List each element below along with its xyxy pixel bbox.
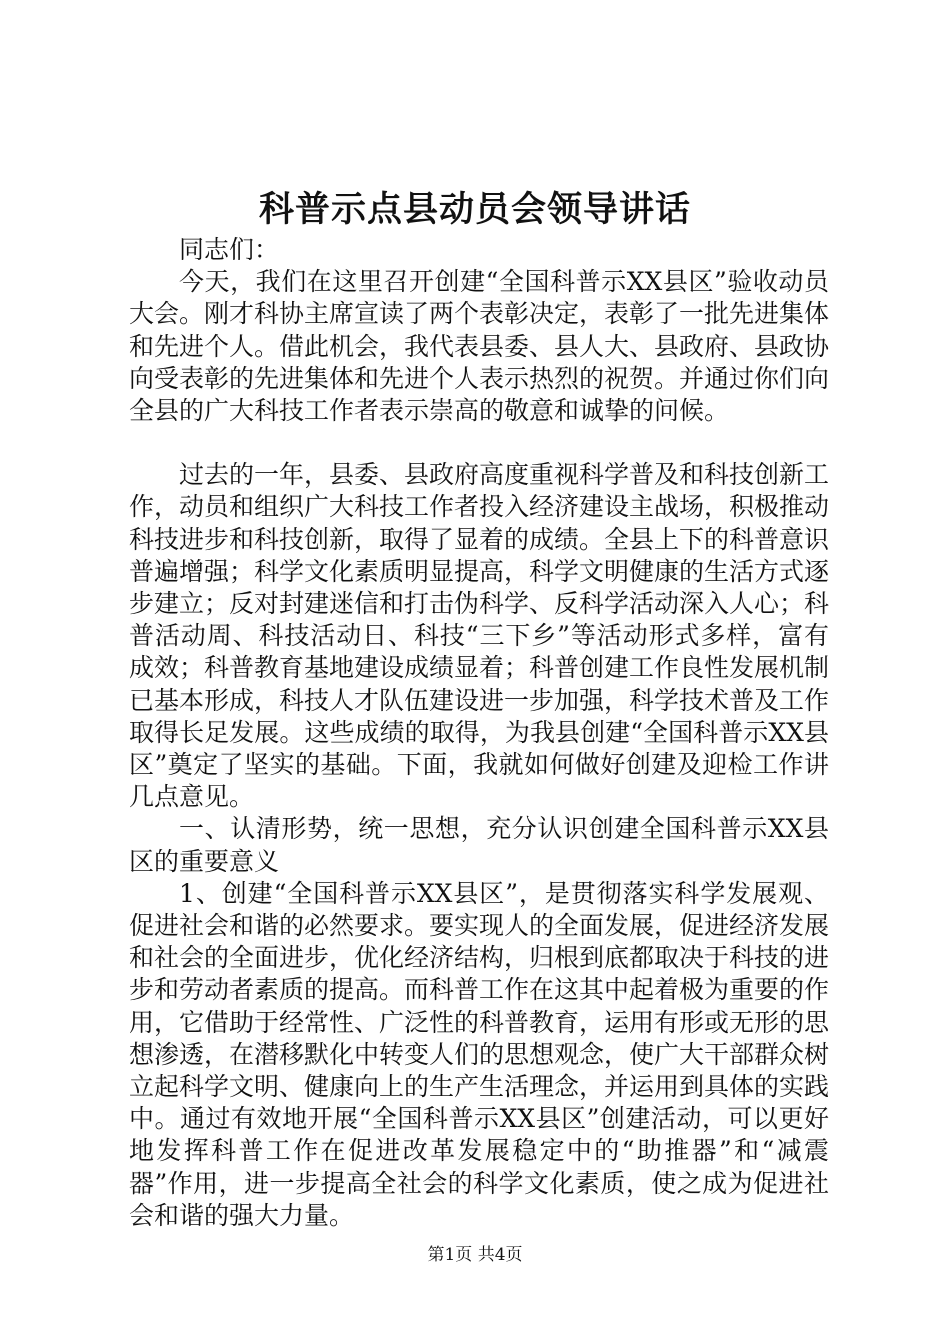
opening-paragraph: 今天，我们在这里召开创建“全国科普示XX县区”验收动员大会。刚才科协主席宣读了两个表彰决定，表彰了一批先进集体和先进个人。借此机会，我代表县委、县人大、县政府、县政协向受表彰的先进集体和先进个人表示热烈的祝贺。并通过你们向全县的广大科技工作者表示崇高的敬意和诚挚的问候。 <box>129 267 830 426</box>
salutation-paragraph: 同志们： <box>179 235 280 264</box>
section-heading-1: 一、认清形势，统一思想，充分认识创建全国科普示XX县区的重要意义 <box>129 814 829 876</box>
review-paragraph: 过去的一年，县委、县政府高度重视科学普及和科技创新工作，动员和组织广大科技工作者投入经济建设主战场，积极推动科技进步和科技创新，取得了显着的成绩。全县上下的科普意识普遍增强；科学文化素质明显提高，科学文明健康的生活方式逐步建立；反对封建迷信和打击伪科学、反科学活动深入人心；科普活动周、科技活动日、科技“三下乡”等活动形式多样，富有成效；科普教育基地建设成绩显着；科普创建工作良性发展机制已基本形成，科技人才队伍建设进一步加强，科学技术普及工作取得长足发展。这些成绩的取得，为我县创建“全国科普示XX县区”奠定了坚实的基础。下面，我就如何做好创建及迎检工作讲几点意见。 <box>129 460 830 812</box>
document-title: 科普示点县动员会领导讲话 <box>258 189 691 230</box>
page-number-footer: 第1页 共4页 <box>427 1245 523 1265</box>
document-body <box>129 234 829 1232</box>
point-1-paragraph: 1、创建“全国科普示XX县区”，是贯彻落实科学发展观、促进社会和谐的必然要求。要实现人的全面发展，促进经济发展和社会的全面进步，优化经济结构，归根到底都取决于科技的进步和劳动者素质的提高。而科普工作在这其中起着极为重要的作用，它借助于经常性、广泛性的科普教育，运用有形或无形的思想渗透，在潜移默化中转变人们的思想观念，使广大干部群众树立起科学文明、健康向上的生产生活理念，并运用到具体的实践中。通过有效地开展“全国科普示XX县区”创建活动，可以更好地发挥科普工作在促进改革发展稳定中的“助推器”和“减震器”作用，进一步提高全社会的科学文化素质，使之成为促进社会和谐的强大力量。 <box>129 878 830 1230</box>
